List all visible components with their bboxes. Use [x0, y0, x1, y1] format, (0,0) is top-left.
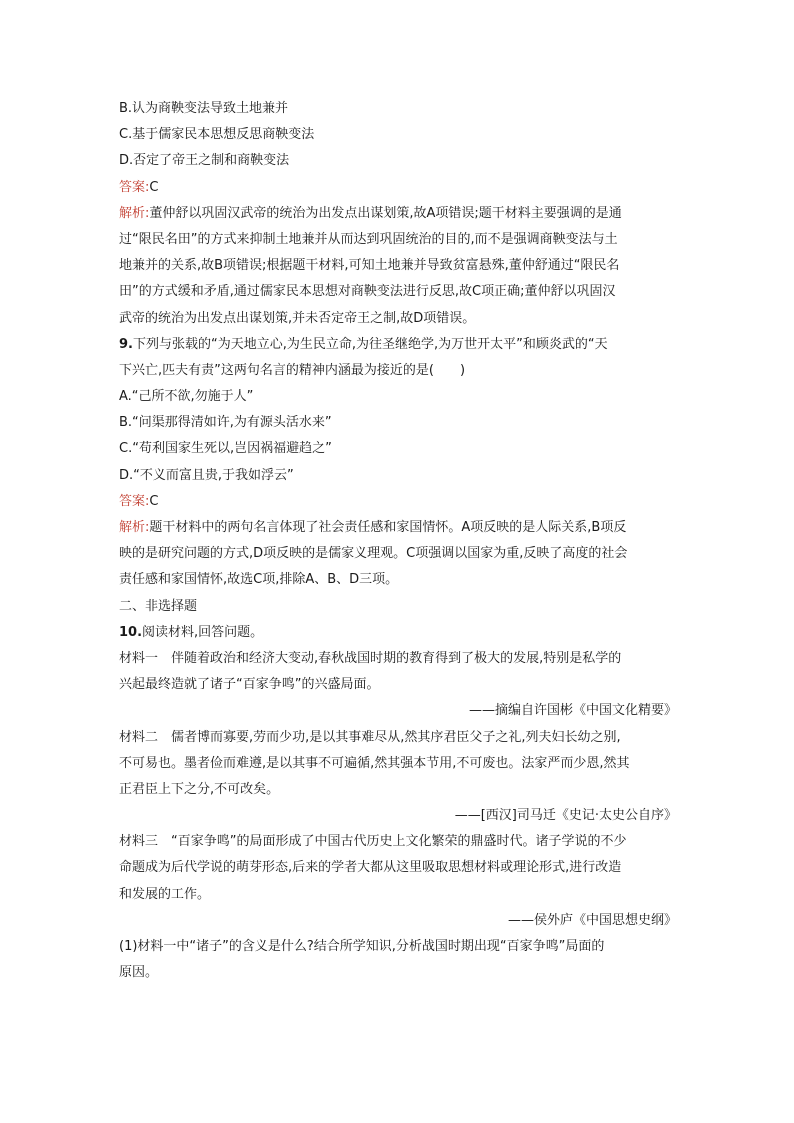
q8-answer-value: C [149, 179, 159, 195]
material2-source: ——[西汉]司马迁《史记·太史公自序》 [454, 808, 677, 824]
q8-answer [119, 175, 677, 201]
q8-analysis-line-2: 过“限民名田”的方式来抑制土地兼并从而达到巩固统治的目的,而不是强调商鞅变法与土 [119, 231, 618, 247]
q9-option-b: B.“问渠那得清如许,为有源头活水来” [119, 415, 332, 431]
material3-source: ——侯外庐《中国思想史纲》 [507, 912, 677, 928]
q9-option-a: A.“己所不欲,勿施于人” [119, 389, 254, 405]
material2-line-1: 材料二 儒者博而寡要,劳而少功,是以其事难尽从,然其序君臣父子之礼,列夫妇长幼之别, [119, 729, 621, 745]
q9-analysis-line-2: 映的是研究问题的方式,D项反映的是儒家义理观。C项强调以国家为重,反映了高度的社会 [119, 546, 628, 562]
q8-analysis-line-3: 地兼并的关系,故B项错误;根据题干材料,可知土地兼并导致贫富悬殊,董仲舒通过“限民名 [119, 258, 620, 274]
q8-answer-label: 答案: [119, 179, 150, 195]
q9-stem-line-1 [119, 332, 677, 358]
q9-answer [119, 489, 677, 515]
material3-line-1: 材料三 “百家争鸣”的局面形成了中国古代历史上文化繁荣的鼎盛时代。诸子学说的不少 [119, 834, 627, 850]
material2-line-3: 正君臣上下之分,不可改矣。 [119, 781, 280, 797]
q9-stem-text: 下列与张载的“为天地立心,为生民立命,为往圣继绝学,为万世开太平”和顾炎武的“天 [132, 336, 608, 352]
q8-analysis-text: 董仲舒以巩固汉武帝的统治为出发点出谋划策,故A项错误;题干材料主要强调的是通 [149, 205, 622, 221]
material3-line-3: 和发展的工作。 [119, 886, 211, 902]
q8-option-d: D.否定了帝王之制和商鞅变法 [119, 153, 290, 169]
material1-line-1: 材料一 伴随着政治和经济大变动,春秋战国时期的教育得到了极大的发展,特别是私学的 [119, 650, 622, 666]
q10-title [119, 620, 677, 646]
q10-title-text: 阅读材料,回答问题。 [142, 624, 264, 640]
q8-analysis-label: 解析: [119, 205, 150, 221]
material2-line-2: 不可易也。墨者俭而难遵,是以其事不可遍循,然其强本节用,不可废也。法家严而少恩,然其 [119, 755, 630, 771]
q8-option-c: C.基于儒家民本思想反思商鞅变法 [119, 127, 315, 143]
q10-sub1-line-1: (1)材料一中“诸子”的含义是什么?结合所学知识,分析战国时期出现“百家争鸣”局面的 [119, 939, 605, 954]
q8-analysis-line-5: 武帝的统治为出发点出谋划策,并未否定帝王之制,故D项错误。 [119, 310, 476, 326]
q8-option-b: B.认为商鞅变法导致土地兼并 [119, 101, 289, 116]
q9-option-c: C.“苟利国家生死以,岂因祸福避趋之” [119, 441, 332, 457]
q10-number: 10. [119, 624, 143, 640]
q10-sub1-line-2: 原因。 [119, 965, 159, 981]
section-heading: 二、非选择题 [119, 598, 198, 614]
page-content [119, 96, 677, 986]
material1-line-2: 兴起最终造就了诸子“百家争鸣”的兴盛局面。 [119, 677, 380, 693]
q8-analysis-line-1 [119, 201, 677, 227]
q9-number: 9. [119, 336, 133, 352]
q9-answer-value: C [149, 493, 159, 509]
material3-line-2: 命题成为后代学说的萌芽形态,后来的学者大都从这里吸取思想材料或理论形式,进行改造 [119, 860, 622, 876]
q9-answer-label: 答案: [119, 493, 150, 509]
q8-analysis-line-4: 田”的方式缓和矛盾,通过儒家民本思想对商鞅变法进行反思,故C项正确;董仲舒以巩固汉 [119, 284, 616, 300]
q9-analysis-label: 解析: [119, 520, 150, 535]
material1-source: ——摘编自许国彬《中国文化精要》 [468, 703, 677, 719]
q9-analysis-line-3: 责任感和家国情怀,故选C项,排除A、B、D三项。 [119, 572, 399, 588]
q9-analysis-text: 题干材料中的两句名言体现了社会责任感和家国情怀。A项反映的是人际关系,B项反 [149, 520, 627, 535]
q9-analysis-line-1 [119, 515, 677, 541]
q9-stem-line-2: 下兴亡,匹夫有责”这两句名言的精神内涵最为接近的是( ) [119, 362, 466, 378]
q9-option-d: D.“不义而富且贵,于我如浮云” [119, 467, 294, 483]
